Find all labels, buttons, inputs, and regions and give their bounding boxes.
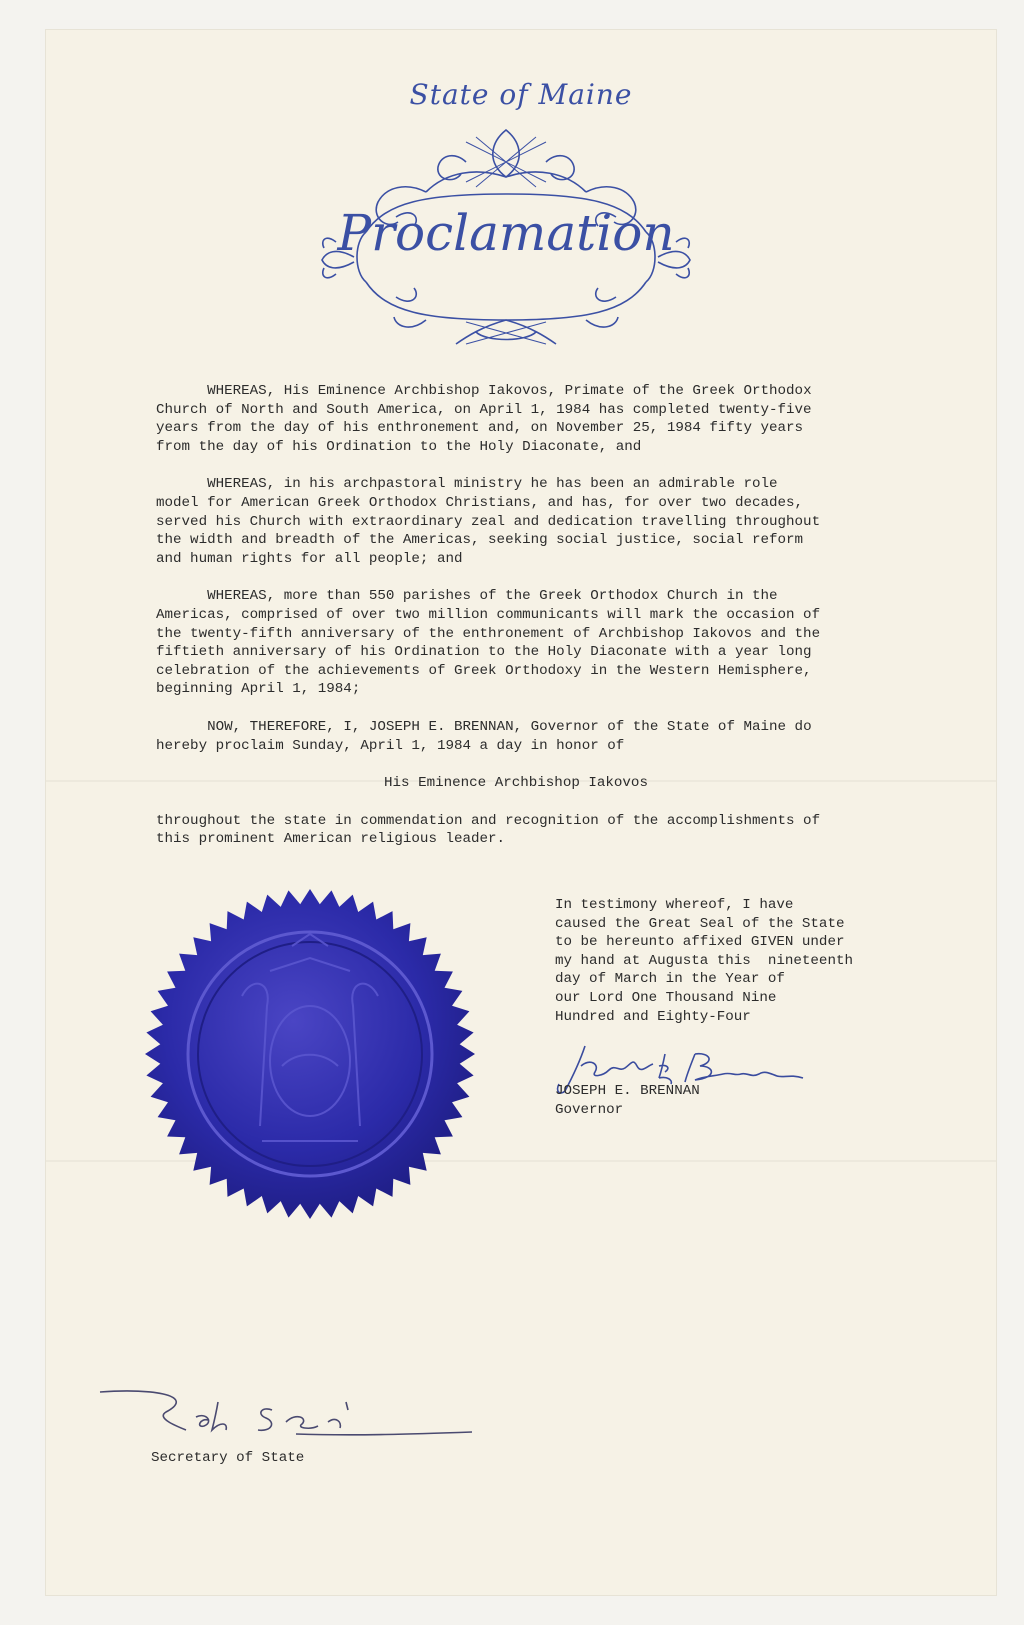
state-title: State of Maine (409, 78, 633, 111)
governor-name-block (555, 1082, 700, 1119)
whereas-paragraph-3: WHEREAS, more than 550 parishes of the Greek Orthodox Church in the Americas, comprised of over two million communicants will mark the occasion of the twenty-fifth anniversary of the enthronement of Archbishop Iakovos and the fiftieth anniversary of his Ordination to the Holy Diaconate with a year long celebration of the achievements of Greek Orthodoxy in the Western Hemisphere, beginning April 1, 1984; (156, 588, 821, 698)
governor-name: JOSEPH E. BRENNAN (555, 1083, 700, 1099)
governor-title: Governor (555, 1101, 624, 1118)
proclamation-body (156, 382, 876, 868)
cartouche-text-area (316, 122, 696, 347)
honoree-line: His Eminence Archbishop Iakovos (384, 775, 648, 792)
great-seal-of-maine (142, 886, 478, 1222)
whereas-paragraph-1: WHEREAS, His Eminence Archbishop Iakovos, Primate of the Greek Orthodox Church of North and South America, on April 1, 1984 has completed twenty-five years from the day of his enthronement and, on November 25, 1984 fifty years from the day of his Ordination to the Holy Diaconate, and (156, 383, 812, 455)
testimony-block: In testimony whereof, I have caused the Great Seal of the State to be hereunto affixed GIVEN under my hand at Augusta this nineteenth day of March in the Year of our Lord One Thousand Nine Hundred and Eighty-Four (555, 897, 853, 1025)
proclamation-title: Proclamation (337, 204, 675, 262)
closing-paragraph: throughout the state in commendation and recognition of the accomplishments of this prominent American religious leader. (156, 812, 821, 848)
secretary-title: Secretary of State (151, 1450, 305, 1466)
proclamation-document (46, 30, 996, 1595)
whereas-paragraph-2: WHEREAS, in his archpastoral ministry he has been an admirable role model for American Greek Orthodox Christians, and has, for over two decades, served his Church with extraordinary zeal and dedication travelling throughout the width and breadth of the Americas, seeking social justice, social reform and human rights for all people; and (156, 476, 821, 567)
therefore-paragraph: NOW, THEREFORE, I, JOSEPH E. BRENNAN, Governor of the State of Maine do hereby proclaim Sunday, April 1, 1984 a day in honor of (156, 718, 812, 754)
secretary-signature (96, 1382, 476, 1452)
